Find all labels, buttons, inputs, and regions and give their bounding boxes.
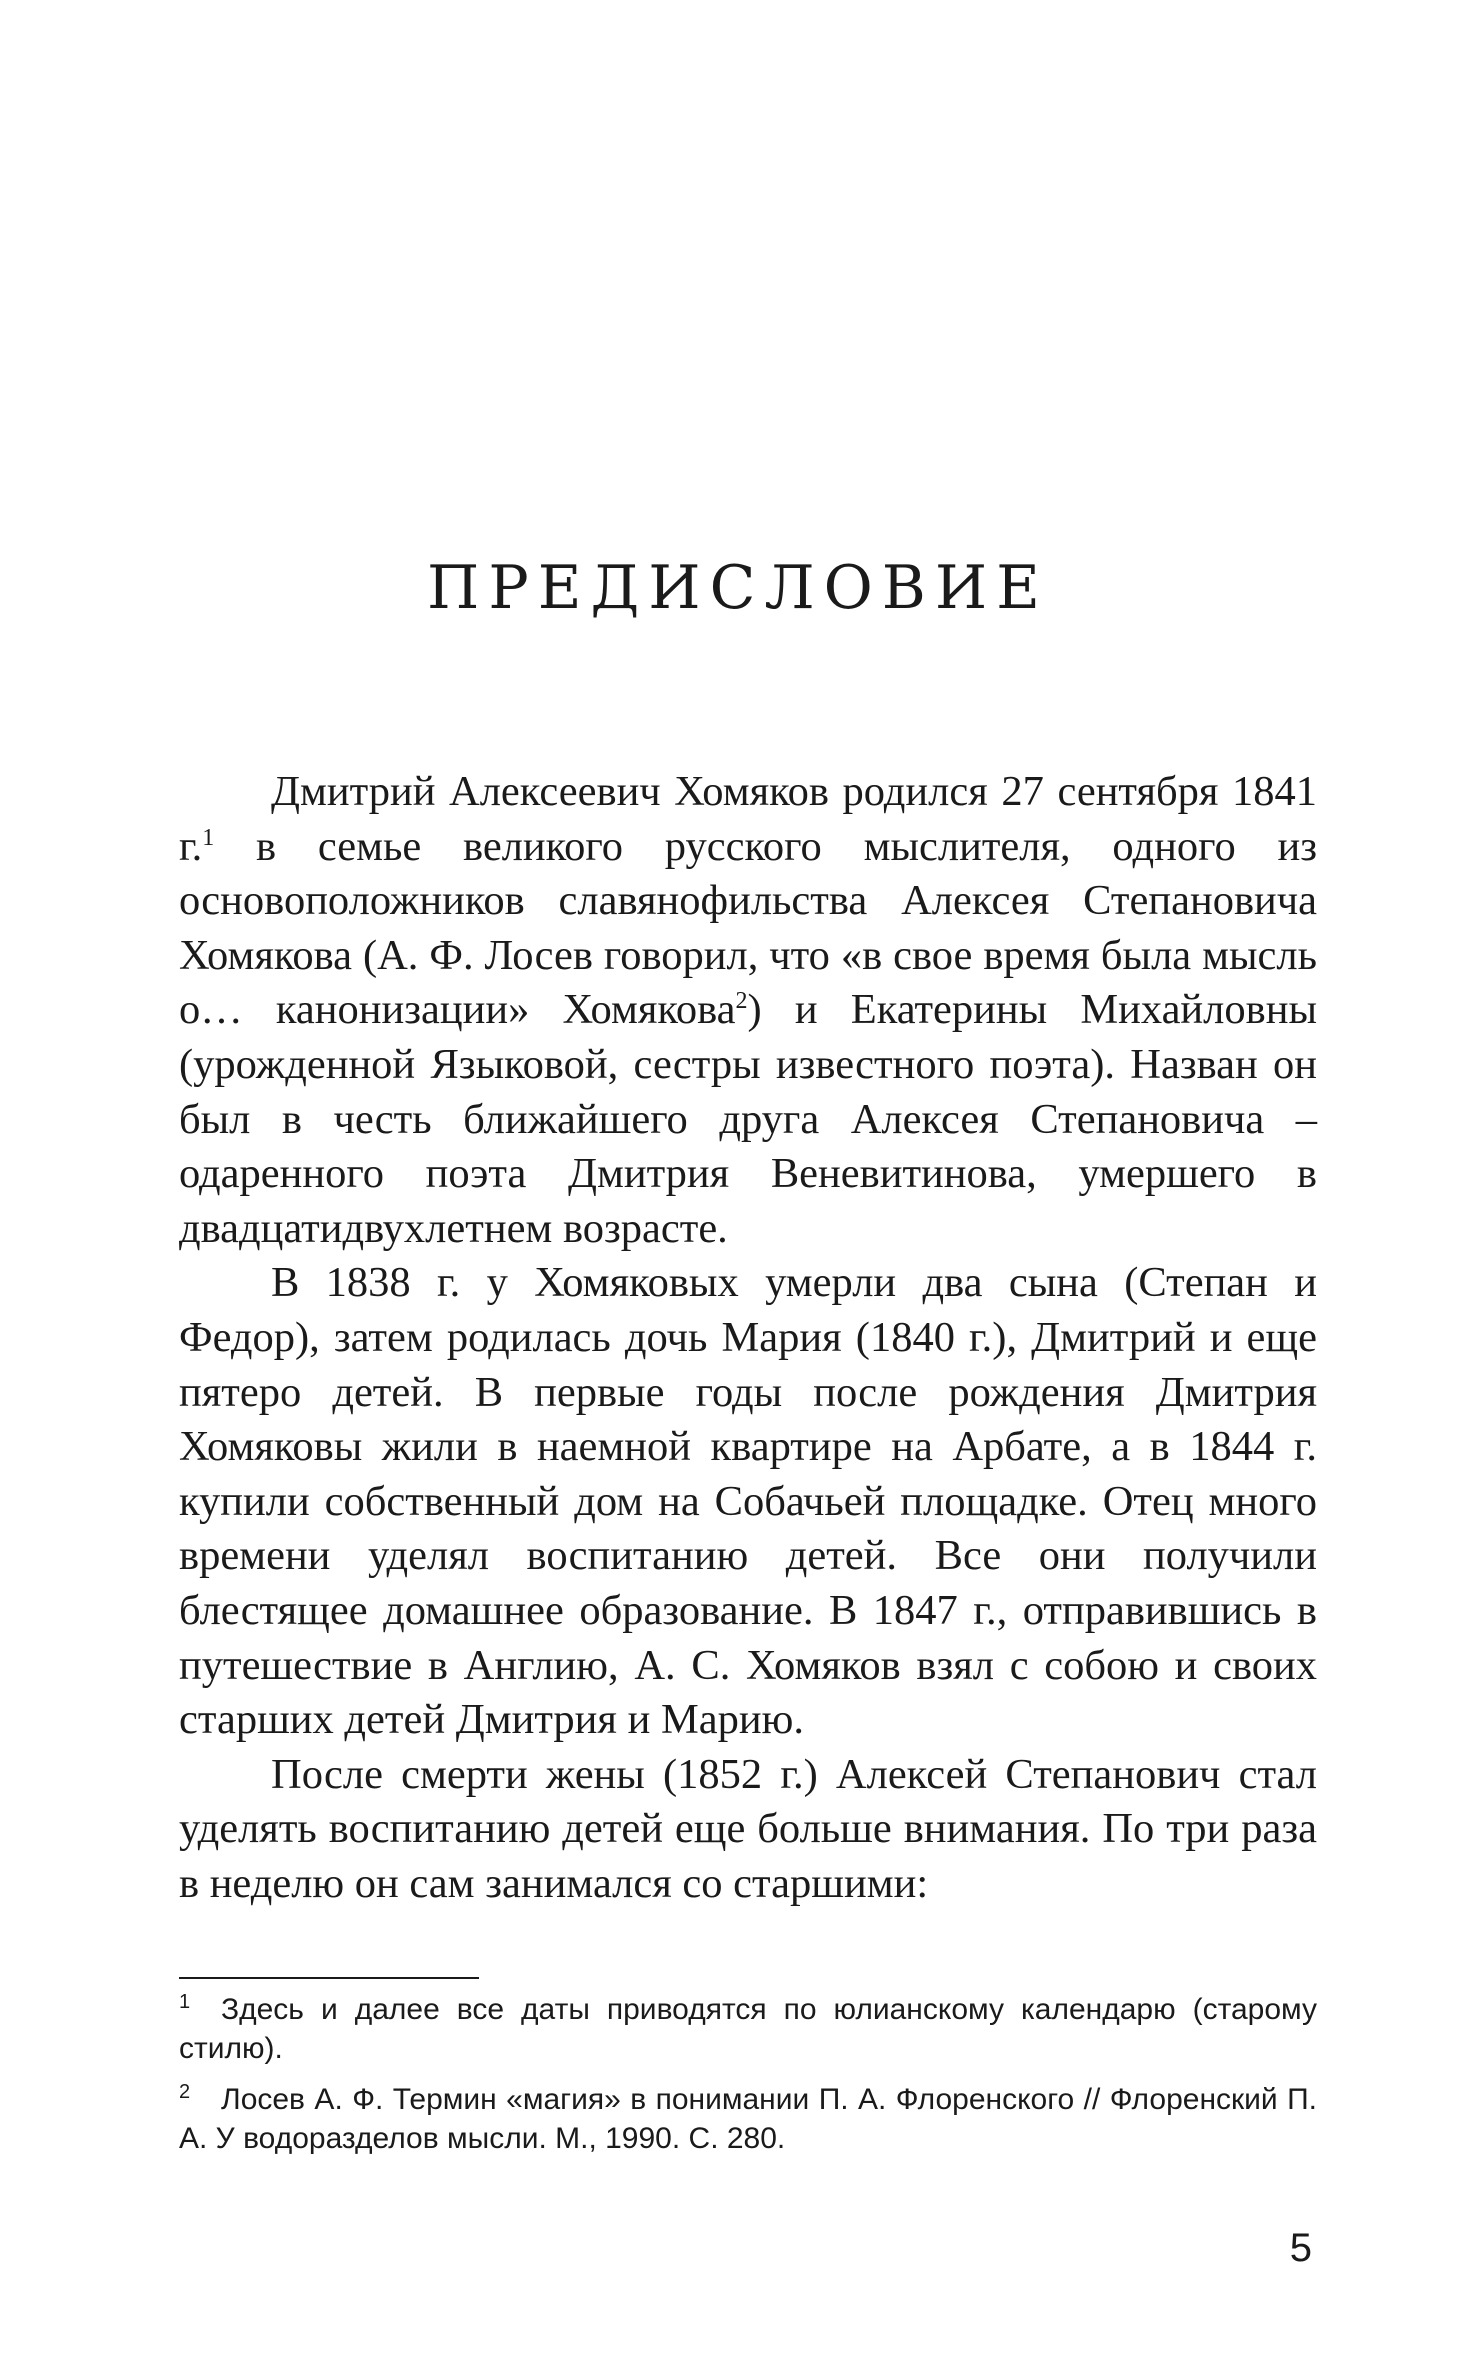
footnote-divider — [179, 1977, 479, 1979]
footnote-ref-2: 2 — [735, 988, 748, 1015]
footnote-ref-1: 1 — [202, 824, 215, 851]
footnote-1-text: Здесь и далее все даты приводятся по юлианскому календарю (старому стилю). — [179, 1993, 1317, 2065]
paragraph-3: После смерти жены (1852 г.) Алексей Степанович стал уделять воспитанию детей еще больше внимания. По три раза в неделю он сам занимался со старшими: — [179, 1750, 1317, 1907]
paragraph-1 — [179, 765, 1317, 1256]
paragraph-2: В 1838 г. у Хомяковых умерли два сына (Степан и Федор), затем родилась дочь Мария (1840 г.), Дмитрий и еще пятеро детей. В первые годы после рождения Дмитрия Хомяковы жили в наемной квартире на Арбате, а в 1844 г. купили собственный дом на Собачьей площадке. Отец много времени уделял воспитанию детей. Все они получили блестящее домашнее образование. В 1847 г., отправившись в путешествие в Англию, А. С. Хомяков взял с собою и своих старших детей Дмитрия и Марию. — [179, 1259, 1317, 1744]
paragraph-1-part-2: в семье великого русского мыслителя, одного из основоположников славянофильства Алексея Степановича Хомякова (А. Ф. Лосев говорил, что «в свое время была мысль о… канонизации» Хомякова — [179, 822, 1317, 1034]
footnote-2-text: Лосев А. Ф. Термин «магия» в понимании П. А. Флоренского // Флоренский П. А. У водоразделов мысли. М., 1990. С. 280. — [179, 2083, 1317, 2155]
paragraph-1-part-1: Дмитрий Алексеевич Хомяков родился 27 сентября 1841 г. — [179, 768, 1317, 870]
footnote-2: 2 Лосев А. Ф. Термин «магия» в понимании П. А. Флоренского // Флоренский П. А. У водоразделов мысли. М., 1990. С. 280. — [179, 2081, 1317, 2155]
main-text — [179, 765, 1317, 1911]
footnote-1: 1 Здесь и далее все даты приводятся по юлианскому календарю (старому стилю). — [179, 1991, 1317, 2065]
footnotes — [179, 1990, 1317, 2170]
chapter-title: ПРЕДИСЛОВИЕ — [427, 553, 1049, 623]
paragraph-1-part-3: ) и Екатерины Михайловны (урожденной Языковой, сестры известного поэта). Назван он был в честь ближайшего друга Алексея Степановича – одаренного поэта Дмитрия Веневитинова, умершего в двадцатидвухлетнем возрасте. — [179, 986, 1317, 1252]
page-number: 5 — [1289, 2226, 1312, 2270]
